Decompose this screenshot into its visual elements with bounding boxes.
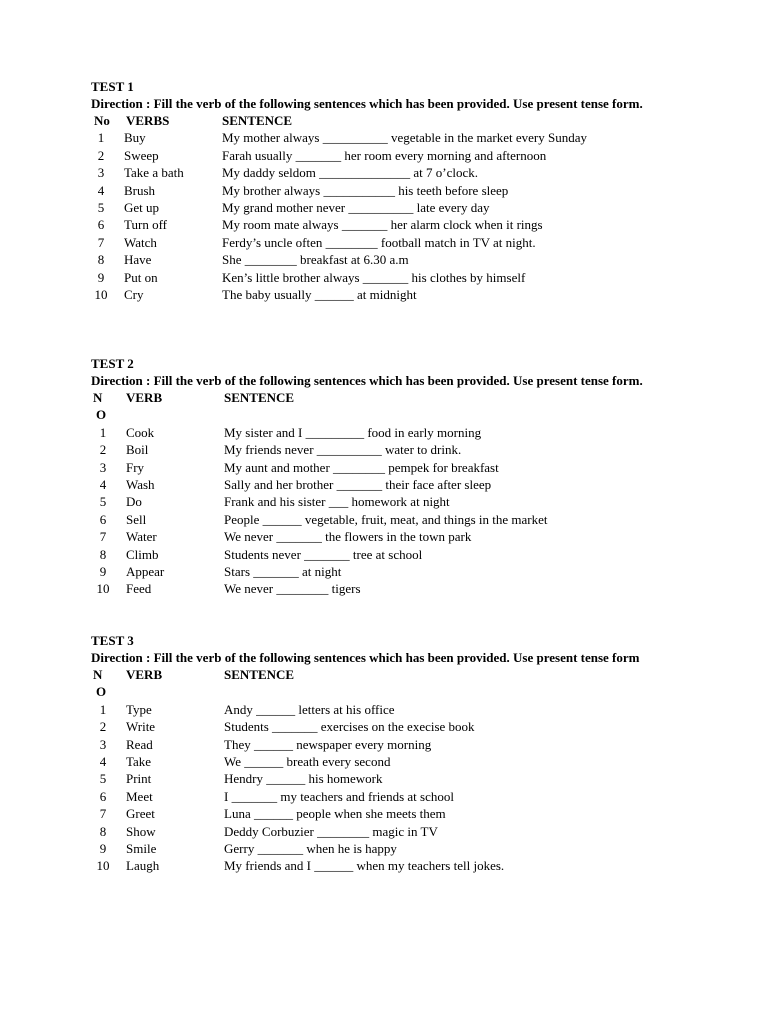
table-row [91, 493, 691, 510]
row-verb: Boil [126, 442, 149, 458]
row-number: 1 [99, 424, 107, 440]
row-verb: Sweep [124, 147, 159, 163]
row-sentence: Gerry _______ when he is happy [224, 840, 397, 856]
row-sentence: Stars _______ at night [224, 563, 342, 579]
row-number: 4 [99, 476, 107, 492]
row-verb: Turn off [124, 217, 167, 233]
row-verb: Feed [126, 581, 152, 597]
row-number: 10 [96, 858, 110, 874]
header-no-continuation: O [96, 407, 107, 423]
table-row [91, 701, 691, 718]
table-row [91, 546, 691, 563]
test-direction: Direction : Fill the verb of the following sentences which has been provided. Use present tense form [91, 650, 640, 665]
test-title: TEST 1 [91, 79, 134, 94]
table-row [91, 788, 691, 805]
row-sentence: Ken’s little brother always _______ his clothes by himself [222, 269, 526, 285]
row-sentence: My aunt and mother ________ pempek for breakfast [224, 459, 499, 475]
row-verb: Type [126, 701, 152, 717]
row-number: 5 [97, 199, 105, 215]
table-row [91, 424, 691, 441]
table-row [91, 269, 691, 286]
row-verb: Cook [126, 424, 155, 440]
header-verb: VERB [126, 667, 163, 682]
row-number: 9 [99, 840, 107, 856]
test-direction: Direction : Fill the verb of the following sentences which has been provided. Use present tense form. [91, 96, 643, 111]
table-row [91, 718, 691, 735]
table-row [91, 216, 691, 233]
table-header [91, 666, 691, 683]
row-sentence: Deddy Corbuzier ________ magic in TV [224, 823, 438, 839]
header-sentence: SENTENCE [222, 113, 293, 128]
row-sentence: My mother always __________ vegetable in the market every Sunday [222, 130, 587, 146]
row-verb: Sell [126, 511, 147, 527]
row-sentence: Farah usually _______ her room every morning and afternoon [222, 147, 547, 163]
row-number: 3 [99, 459, 107, 475]
row-number: 8 [99, 823, 107, 839]
row-number: 2 [97, 147, 105, 163]
row-verb: Take a bath [124, 165, 184, 181]
table-row [91, 441, 691, 458]
row-number: 5 [99, 771, 107, 787]
table-header [91, 389, 691, 406]
row-sentence: Sally and her brother _______ their face after sleep [224, 476, 492, 492]
table-row [91, 840, 691, 857]
row-verb: Meet [126, 788, 153, 804]
row-number: 8 [99, 546, 107, 562]
row-sentence: She ________ breakfast at 6.30 a.m [222, 252, 409, 268]
row-sentence: Andy ______ letters at his office [224, 701, 395, 717]
row-number: 8 [97, 252, 105, 268]
header-no: N [93, 390, 103, 405]
row-verb: Write [126, 719, 156, 735]
header-no-continuation: O [96, 684, 107, 700]
test-section-1 [91, 78, 691, 303]
row-verb: Have [124, 252, 152, 268]
row-number: 9 [97, 269, 105, 285]
row-sentence: People ______ vegetable, fruit, meat, and things in the market [224, 511, 548, 527]
row-number: 7 [99, 806, 107, 822]
row-sentence: Luna ______ people when she meets them [224, 806, 446, 822]
row-sentence: Hendry ______ his homework [224, 771, 383, 787]
row-verb: Show [126, 823, 156, 839]
table-header [91, 112, 691, 129]
table-row [91, 823, 691, 840]
test-title: TEST 2 [91, 356, 134, 371]
table-row [91, 580, 691, 597]
row-sentence: My friends and I ______ when my teachers tell jokes. [224, 858, 505, 874]
table-row [91, 234, 691, 251]
row-sentence: They ______ newspaper every morning [224, 736, 432, 752]
table-row [91, 753, 691, 770]
row-number: 7 [99, 529, 107, 545]
table-row [91, 528, 691, 545]
row-number: 6 [99, 511, 107, 527]
table-row [91, 563, 691, 580]
row-number: 2 [99, 719, 107, 735]
row-verb: Fry [126, 459, 145, 475]
row-sentence: My brother always ___________ his teeth before sleep [222, 182, 509, 198]
row-number: 3 [99, 736, 107, 752]
row-sentence: My grand mother never __________ late every day [222, 199, 490, 215]
row-verb: Buy [124, 130, 146, 146]
row-number: 3 [97, 165, 105, 181]
row-number: 2 [99, 442, 107, 458]
row-verb: Laugh [126, 858, 160, 874]
row-number: 5 [99, 494, 107, 510]
row-verb: Read [126, 736, 153, 752]
row-sentence: Students never _______ tree at school [224, 546, 423, 562]
row-number: 7 [97, 234, 105, 250]
test-title: TEST 3 [91, 633, 134, 648]
table-row [91, 857, 691, 874]
row-number: 4 [97, 182, 105, 198]
row-verb: Put on [124, 269, 158, 285]
table-row [91, 199, 691, 216]
header-verb: VERBS [126, 113, 170, 128]
row-sentence: My sister and I _________ food in early morning [224, 424, 482, 440]
table-row [91, 147, 691, 164]
row-sentence: We ______ breath every second [224, 753, 391, 769]
test-direction: Direction : Fill the verb of the following sentences which has been provided. Use present tense form. [91, 373, 643, 388]
row-verb: Appear [126, 563, 165, 579]
row-number: 1 [99, 701, 107, 717]
row-verb: Take [126, 753, 152, 769]
table-row [91, 770, 691, 787]
header-sentence: SENTENCE [224, 390, 295, 405]
row-number: 6 [97, 217, 105, 233]
row-verb: Watch [124, 234, 157, 250]
row-number: 10 [96, 581, 110, 597]
table-row [91, 164, 691, 181]
row-sentence: Students _______ exercises on the execise book [224, 719, 475, 735]
row-verb: Cry [124, 286, 144, 302]
row-number: 9 [99, 563, 107, 579]
table-row [91, 182, 691, 199]
row-sentence: We never ________ tigers [224, 581, 361, 597]
row-verb: Greet [126, 806, 155, 822]
test-section-3 [91, 632, 691, 875]
header-no: No [94, 113, 110, 128]
row-verb: Do [126, 494, 142, 510]
row-sentence: Frank and his sister ___ homework at night [224, 494, 450, 510]
row-verb: Smile [126, 840, 157, 856]
row-verb: Get up [124, 199, 160, 215]
header-no: N [93, 667, 103, 682]
row-verb: Wash [126, 476, 155, 492]
row-verb: Water [126, 529, 157, 545]
table-row [91, 129, 691, 146]
row-sentence: I _______ my teachers and friends at school [224, 788, 454, 804]
header-verb: VERB [126, 390, 163, 405]
table-row [91, 459, 691, 476]
row-verb: Climb [126, 546, 159, 562]
row-sentence: My daddy seldom ______________ at 7 o’clock. [222, 165, 478, 181]
row-sentence: Ferdy’s uncle often ________ football match in TV at night. [222, 234, 536, 250]
row-verb: Print [126, 771, 152, 787]
row-number: 1 [97, 130, 105, 146]
row-number: 6 [99, 788, 107, 804]
table-row [91, 476, 691, 493]
header-sentence: SENTENCE [224, 667, 295, 682]
row-verb: Brush [124, 182, 156, 198]
table-row [91, 286, 691, 303]
table-row [91, 511, 691, 528]
test-section-2 [91, 355, 691, 598]
row-number: 4 [99, 753, 107, 769]
row-number: 10 [94, 286, 108, 302]
row-sentence: We never _______ the flowers in the town park [224, 529, 472, 545]
table-row [91, 805, 691, 822]
table-row [91, 251, 691, 268]
row-sentence: The baby usually ______ at midnight [222, 286, 417, 302]
row-sentence: My friends never __________ water to drink. [224, 442, 462, 458]
table-row [91, 736, 691, 753]
row-sentence: My room mate always _______ her alarm clock when it rings [222, 217, 543, 233]
